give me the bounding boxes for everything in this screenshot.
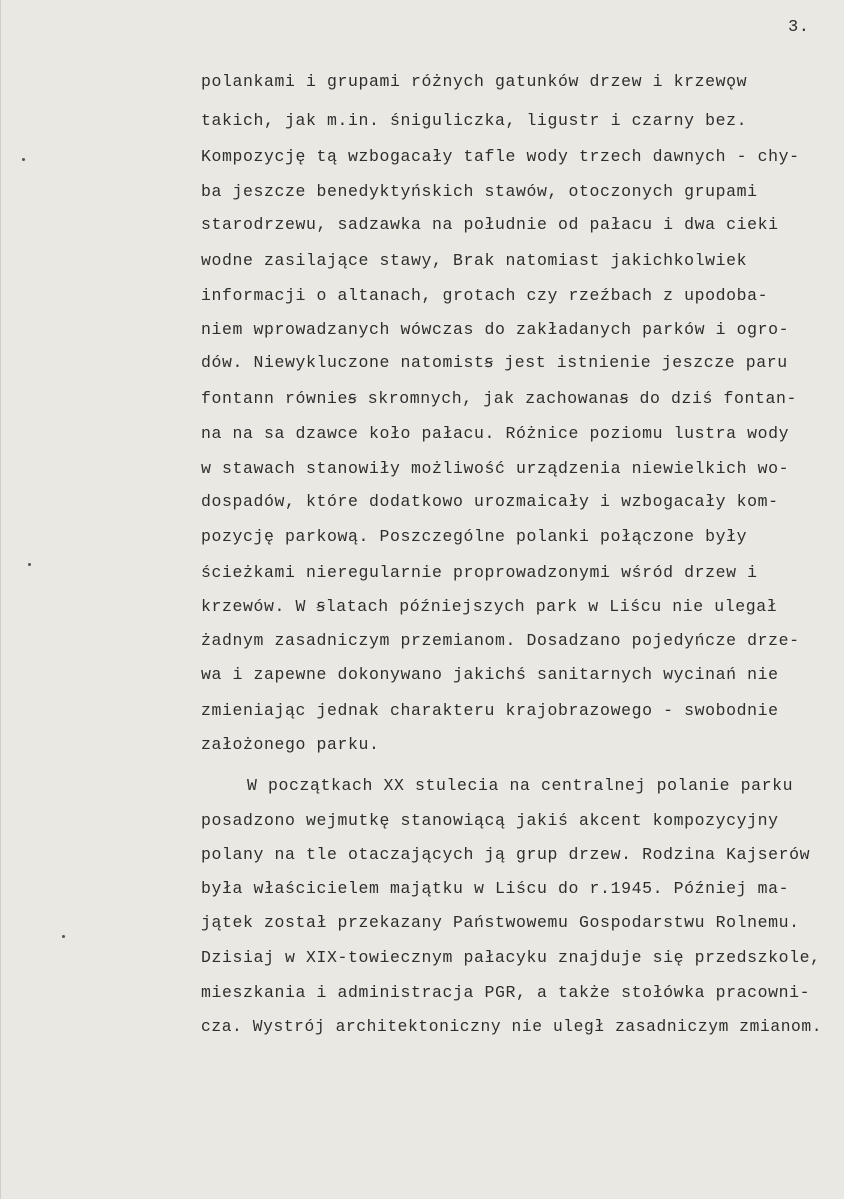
text-line: żadnym zasadniczym przemianom. Dosadzano pojedyńcze drze- — [201, 631, 800, 650]
text-line: dospadów, które dodatkowo urozmaicały i wzbogacały kom- — [201, 492, 779, 511]
text-line: W początkach XX stulecia na centralnej polanie parku — [247, 776, 794, 795]
text-line: wodne zasilające stawy, Brak natomiast jakichkolwiek — [201, 251, 748, 270]
text-line: na na sa dzawce koło pałacu. Różnice poziomu lustra wody — [201, 424, 790, 443]
text-line: fontann równieꞩ skromnych, jak zachowanaꞩ do dziś fontan- — [201, 389, 797, 408]
text-line: informacji o altanach, grotach czy rzeźbach z upodoba- — [201, 286, 769, 305]
margin-mark — [62, 935, 65, 938]
text-line: założonego parku. — [201, 735, 380, 754]
text-line: cza. Wystrój architektoniczny nie uległ zasadniczym zmianom. — [201, 1017, 823, 1036]
text-line: polany na tle otaczających ją grup drzew. Rodzina Kajserów — [201, 845, 811, 864]
margin-mark — [28, 563, 31, 566]
text-line: Dzisiaj w XIX-towiecznym pałacyku znajduje się przedszkole, — [201, 948, 821, 967]
text-line: Kompozycję tą wzbogacały tafle wody trzech dawnych - chy- — [201, 147, 800, 166]
text-line: ścieżkami nieregularnie proprowadzonymi wśród drzew i — [201, 563, 758, 582]
text-line: starodrzewu, sadzawka na południe od pałacu i dwa cieki — [201, 215, 779, 234]
text-line: polankami i grupami różnych gatunków drzew i krzewǫw — [201, 72, 748, 91]
text-line: posadzono wejmutkę stanowiącą jakiś akcent kompozycyjny — [201, 811, 779, 830]
text-line: jątek został przekazany Państwowemu Gospodarstwu Rolnemu. — [201, 913, 800, 932]
text-line: niem wprowadzanych wówczas do zakładanych parków i ogro- — [201, 320, 790, 339]
text-line: mieszkania i administracja PGR, a także stołówka pracowni- — [201, 983, 811, 1002]
text-line: krzewów. W ꞩlatach późniejszych park w Liścu nie ulegał — [201, 597, 778, 616]
text-line: dów. Niewykluczone natomistꞩ jest istnienie jeszcze paru — [201, 353, 788, 372]
margin-mark — [22, 158, 25, 161]
text-line: wa i zapewne dokonywano jakichś sanitarnych wycinań nie — [201, 665, 779, 684]
page-number: 3. — [788, 18, 810, 37]
text-line: zmieniając jednak charakteru krajobrazowego - swobodnie — [201, 701, 779, 720]
text-line: ba jeszcze benedyktyńskich stawów, otoczonych grupami — [201, 182, 758, 201]
text-line: była właścicielem majątku w Liścu do r.1945. Później ma- — [201, 879, 790, 898]
text-line: takich, jak m.in. śniguliczka, ligustr i czarny bez. — [201, 111, 748, 130]
text-line: w stawach stanowiły możliwość urządzenia niewielkich wo- — [201, 459, 790, 478]
text-line: pozycję parkową. Poszczególne polanki połączone były — [201, 527, 748, 546]
